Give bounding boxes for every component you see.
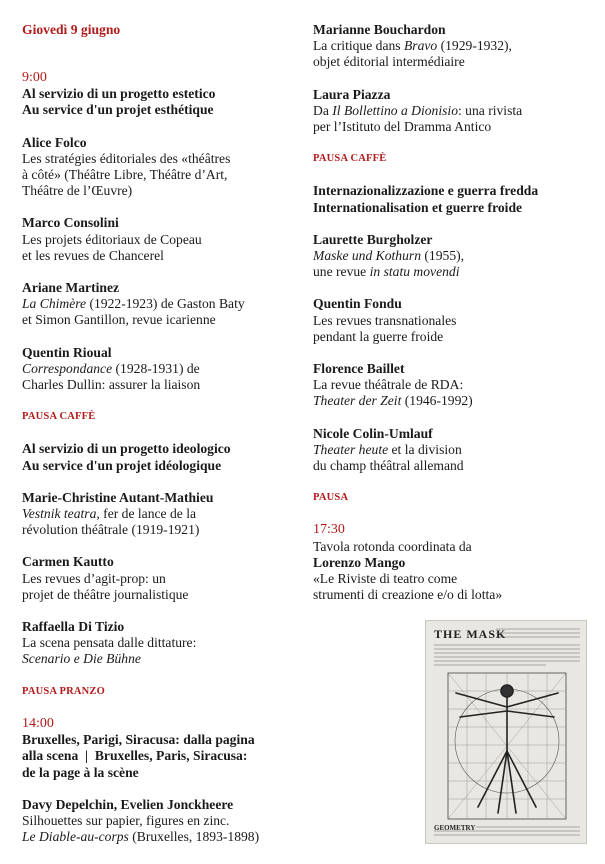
journal-title: Theater der Zeit xyxy=(313,393,402,409)
talk-consolini xyxy=(22,215,290,264)
journal-title: Le Diable-au-corps xyxy=(22,829,129,845)
talk-title-line: et Simon Gantillon, revue icarienne xyxy=(22,312,216,328)
talk-title-line: révolution théâtrale (1919-1921) xyxy=(22,522,200,538)
speaker-name: Davy Depelchin, Evelien Jonckheere xyxy=(22,796,234,812)
session-roundtable xyxy=(313,522,593,603)
speaker-name: Marie-Christine Autant-Mathieu xyxy=(22,489,214,505)
talk-title-line: objet éditorial intermédiaire xyxy=(313,54,465,70)
talk-ditizio xyxy=(22,619,290,668)
talk-title-text: une revue xyxy=(313,264,370,280)
talk-title-text: (1928-1931) de xyxy=(112,360,200,376)
talk-title-text: (1929-1932), xyxy=(437,38,512,54)
talk-title-text: (1955), xyxy=(421,248,465,264)
talk-title-text: (1946-1992) xyxy=(401,393,473,409)
talk-title-text: (Bruxelles, 1893-1898) xyxy=(128,829,260,845)
talk-title-line: à côté» (Théâtre Libre, Théâtre d’Art, xyxy=(22,167,228,183)
talk-title-line xyxy=(313,264,593,280)
mask-title: THE MASK xyxy=(434,627,507,641)
speaker-name: Ariane Martinez xyxy=(22,280,120,296)
session-title-fr: Internationalisation et guerre froide xyxy=(313,199,523,215)
break-label: PAUSA xyxy=(313,492,349,504)
speaker-name: Marianne Bouchardon xyxy=(313,22,446,37)
talk-title-line xyxy=(22,506,290,522)
session-brussels xyxy=(22,716,290,781)
talk-title-line xyxy=(313,248,593,264)
journal-title: Theater heute xyxy=(313,441,389,457)
talk-title-line: Charles Dullin: assurer la liaison xyxy=(22,377,201,393)
talk-colin xyxy=(313,426,593,475)
talk-title-line: La scena pensata dalle dittature: xyxy=(22,635,197,651)
break-label: PAUSA PRANZO xyxy=(22,685,106,697)
talk-title-text: : una rivista xyxy=(458,102,523,118)
speaker-name: Alice Folco xyxy=(22,134,87,150)
talk-rioual xyxy=(22,345,290,394)
talk-title-line: Les projets éditoriaux de Copeau xyxy=(22,231,202,247)
session-time: 17:30 xyxy=(313,522,345,538)
talk-title-line xyxy=(313,103,593,119)
talk-piazza xyxy=(313,87,593,136)
speaker-name: Laura Piazza xyxy=(313,86,391,102)
speaker-name: Quentin Fondu xyxy=(313,296,402,312)
right-column xyxy=(313,22,593,619)
roundtable-title-line: strumenti di creazione e/o di lotta» xyxy=(313,587,503,603)
journal-title: Vestnik teatra xyxy=(22,506,97,522)
journal-title: Bravo xyxy=(403,38,438,54)
speaker-name: Marco Consolini xyxy=(22,215,119,231)
speaker-name: Nicole Colin-Umlauf xyxy=(313,425,433,441)
talk-title-text: , fer de lance de la xyxy=(96,506,196,522)
talk-title-line: per l’Istituto del Dramma Antico xyxy=(313,119,492,135)
journal-title: Scenario e Die Bühne xyxy=(22,651,141,667)
talk-kautto xyxy=(22,554,290,603)
speaker-name: Florence Baillet xyxy=(313,361,405,377)
break-label: PAUSA CAFFÈ xyxy=(22,411,96,423)
session-title-line: alla scena | Bruxelles, Paris, Siracusa: xyxy=(22,748,248,764)
mask-caption: GEOMETRY xyxy=(434,824,476,832)
talk-title-line: La revue théâtrale de RDA: xyxy=(313,377,464,393)
session-time: 14:00 xyxy=(22,715,54,731)
session-title-fr: Au service d'un projet esthétique xyxy=(22,102,214,118)
talk-burgholzer xyxy=(313,232,593,281)
journal-title: Il Bollettino a Dionisio xyxy=(332,102,458,118)
speaker-name: Quentin Rioual xyxy=(22,344,112,360)
journal-title: La Chimère xyxy=(22,296,87,312)
talk-title-line xyxy=(313,442,593,458)
the-mask-cover-image xyxy=(425,620,587,844)
talk-title-line: Théâtre de l’Œuvre) xyxy=(22,183,133,199)
talk-title-line: Les revues transnationales xyxy=(313,312,457,328)
talk-title-text: Da xyxy=(313,102,333,118)
talk-title-line: Les stratégies éditoriales des «théâtres xyxy=(22,150,231,166)
talk-title-line xyxy=(22,829,290,845)
talk-title-line xyxy=(313,38,593,54)
talk-title-line: Les revues d’agit-prop: un xyxy=(22,570,166,586)
session-title-it: Internazionalizzazione e guerra fredda xyxy=(313,183,539,199)
roundtable-title-line: «Le Riviste di teatro come xyxy=(313,571,458,587)
talk-title-text: La critique dans xyxy=(313,38,404,54)
journal-title: Correspondance xyxy=(22,360,113,376)
talk-title-line: et les revues de Chancerel xyxy=(22,247,164,263)
talk-title-line xyxy=(22,296,290,312)
talk-title-line: Silhouettes sur papier, figures en zinc. xyxy=(22,812,230,828)
roundtable-intro: Tavola rotonda coordinata da xyxy=(313,538,472,554)
speaker-name: Carmen Kautto xyxy=(22,554,114,570)
talk-fondu xyxy=(313,296,593,345)
talk-title-line: pendant la guerre froide xyxy=(313,328,444,344)
talk-title-text: (1922-1923) de Gaston Baty xyxy=(86,296,245,312)
journal-title: Maske und Kothurn xyxy=(313,248,421,264)
session-title-fr: Au service d'un projet idéologique xyxy=(22,457,222,473)
talk-autant xyxy=(22,490,290,539)
talk-title-line: projet de théâtre journalistique xyxy=(22,586,189,602)
talk-title-line xyxy=(22,361,290,377)
talk-martinez xyxy=(22,280,290,329)
talk-baillet xyxy=(313,361,593,410)
vitruvian-figure-illustration xyxy=(426,621,588,845)
speaker-name: Laurette Burgholzer xyxy=(313,231,433,247)
session-title-line: Bruxelles, Parigi, Siracusa: dalla pagina xyxy=(22,732,255,748)
session-aesthetic xyxy=(22,70,290,119)
talk-title-text: et la division xyxy=(388,441,462,457)
speaker-name: Raffaella Di Tizio xyxy=(22,619,125,635)
talk-title-line: du champ théâtral allemand xyxy=(313,458,464,474)
session-title-line: de la page à la scène xyxy=(22,764,139,780)
talk-folco xyxy=(22,135,290,200)
left-column xyxy=(22,70,290,861)
session-title-it: Al servizio di un progetto estetico xyxy=(22,86,216,102)
journal-title: in statu movendi xyxy=(369,264,460,280)
session-time: 9:00 xyxy=(22,70,47,85)
date-heading: Giovedì 9 giugno xyxy=(22,22,121,37)
session-ideological xyxy=(22,441,290,473)
session-international xyxy=(313,183,593,215)
break-label: PAUSA CAFFÈ xyxy=(313,153,387,165)
session-title-it: Al servizio di un progetto ideologico xyxy=(22,441,231,457)
talk-title-line xyxy=(22,651,290,667)
talk-bouchardon xyxy=(313,22,593,71)
speaker-name: Lorenzo Mango xyxy=(313,554,406,570)
talk-depelchin xyxy=(22,797,290,846)
talk-title-line xyxy=(313,393,593,409)
